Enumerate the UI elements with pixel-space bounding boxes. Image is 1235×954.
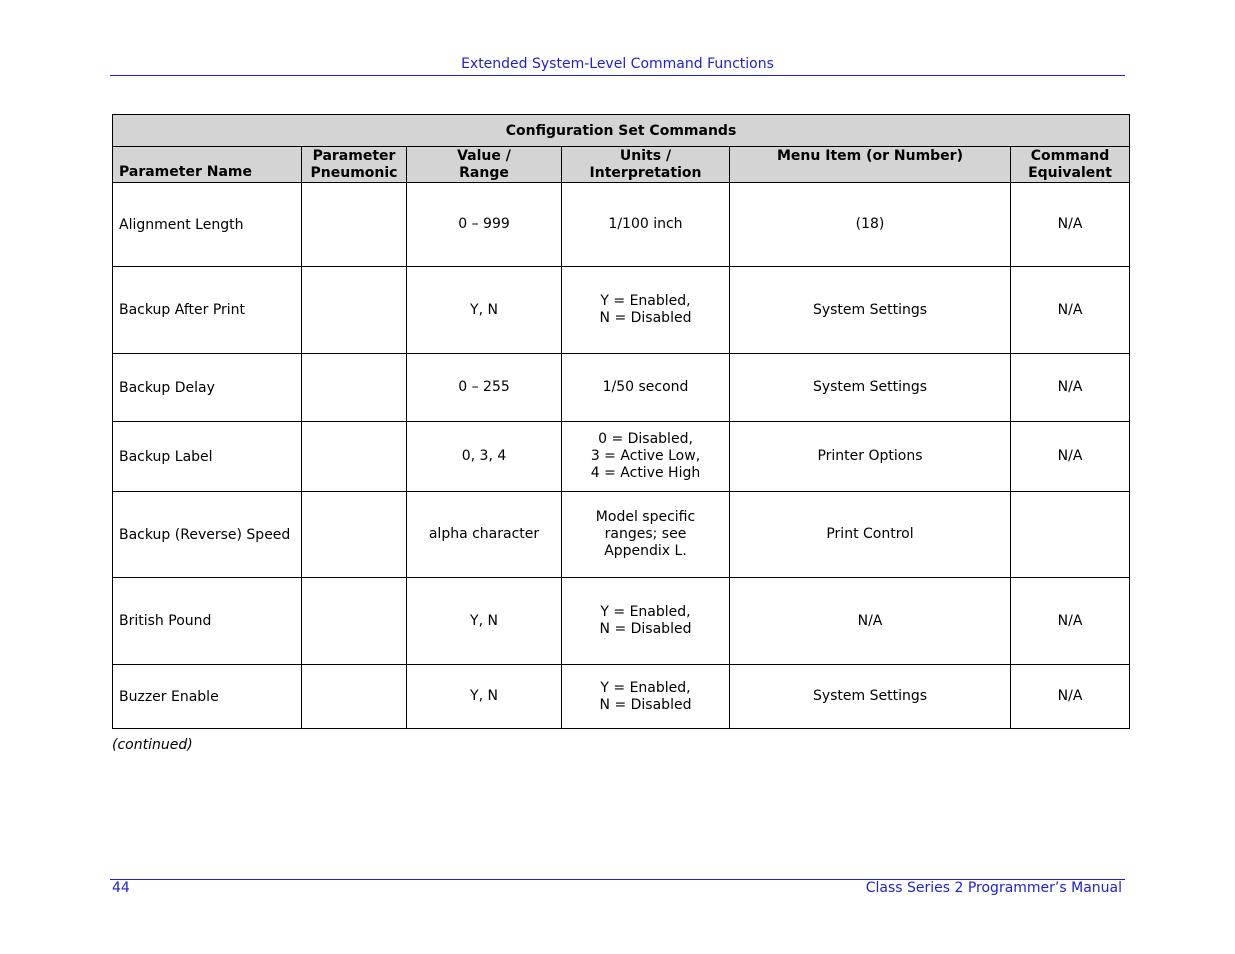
- cell-pneumonic: [302, 665, 407, 729]
- table-row: [113, 665, 1130, 729]
- cell-units: Y = Enabled, N = Disabled: [562, 267, 730, 354]
- cell-parameter-name: Buzzer Enable: [113, 665, 302, 729]
- cell-menu-item: System Settings: [730, 354, 1011, 422]
- cell-value: 0 – 255: [407, 354, 562, 422]
- cell-units: Y = Enabled, N = Disabled: [562, 578, 730, 665]
- table-row: [113, 354, 1130, 422]
- cell-menu-item: Print Control: [730, 492, 1011, 578]
- cell-pneumonic: [302, 422, 407, 492]
- table-title-row: [113, 115, 1130, 147]
- cell-value: Y, N: [407, 578, 562, 665]
- cell-pneumonic: [302, 578, 407, 665]
- page-number: 44: [112, 880, 130, 896]
- cell-command: N/A: [1011, 422, 1130, 492]
- table-row: [113, 267, 1130, 354]
- cell-parameter-name: Backup Delay: [113, 354, 302, 422]
- cell-command: N/A: [1011, 578, 1130, 665]
- configuration-table: [112, 114, 1130, 729]
- cell-parameter-name: Backup After Print: [113, 267, 302, 354]
- table-row: [113, 492, 1130, 578]
- cell-value: 0 – 999: [407, 183, 562, 267]
- col-header-units: Units / Interpretation: [562, 147, 730, 183]
- cell-value: alpha character: [407, 492, 562, 578]
- cell-value: Y, N: [407, 267, 562, 354]
- cell-menu-item: System Settings: [730, 665, 1011, 729]
- table-row: [113, 578, 1130, 665]
- cell-value: 0, 3, 4: [407, 422, 562, 492]
- col-header-menu-item: Menu Item (or Number): [730, 147, 1011, 183]
- cell-pneumonic: [302, 267, 407, 354]
- cell-command: N/A: [1011, 267, 1130, 354]
- continued-note: (continued): [112, 737, 193, 753]
- col-header-parameter-name: Parameter Name: [113, 147, 302, 183]
- cell-parameter-name: Alignment Length: [113, 183, 302, 267]
- cell-command: [1011, 492, 1130, 578]
- cell-menu-item: System Settings: [730, 267, 1011, 354]
- col-header-value: Value / Range: [407, 147, 562, 183]
- cell-menu-item: Printer Options: [730, 422, 1011, 492]
- manual-title: Class Series 2 Programmer’s Manual: [865, 880, 1122, 896]
- cell-parameter-name: Backup (Reverse) Speed: [113, 492, 302, 578]
- cell-units: Model specific ranges; see Appendix L.: [562, 492, 730, 578]
- cell-pneumonic: [302, 354, 407, 422]
- cell-command: N/A: [1011, 665, 1130, 729]
- cell-parameter-name: British Pound: [113, 578, 302, 665]
- table-title: Configuration Set Commands: [113, 115, 1130, 147]
- cell-command: N/A: [1011, 183, 1130, 267]
- cell-menu-item: N/A: [730, 578, 1011, 665]
- cell-units: 0 = Disabled, 3 = Active Low, 4 = Active High: [562, 422, 730, 492]
- cell-value: Y, N: [407, 665, 562, 729]
- header-rule: [110, 75, 1125, 76]
- cell-pneumonic: [302, 183, 407, 267]
- cell-pneumonic: [302, 492, 407, 578]
- cell-parameter-name: Backup Label: [113, 422, 302, 492]
- col-header-command: Command Equivalent: [1011, 147, 1130, 183]
- table-row: [113, 183, 1130, 267]
- running-header: Extended System-Level Command Functions: [461, 56, 774, 72]
- cell-units: 1/100 inch: [562, 183, 730, 267]
- cell-command: N/A: [1011, 354, 1130, 422]
- cell-units: Y = Enabled, N = Disabled: [562, 665, 730, 729]
- table-row: [113, 422, 1130, 492]
- cell-menu-item: (18): [730, 183, 1011, 267]
- table-header-row: [113, 147, 1130, 183]
- cell-units: 1/50 second: [562, 354, 730, 422]
- col-header-pneumonic: Parameter Pneumonic: [302, 147, 407, 183]
